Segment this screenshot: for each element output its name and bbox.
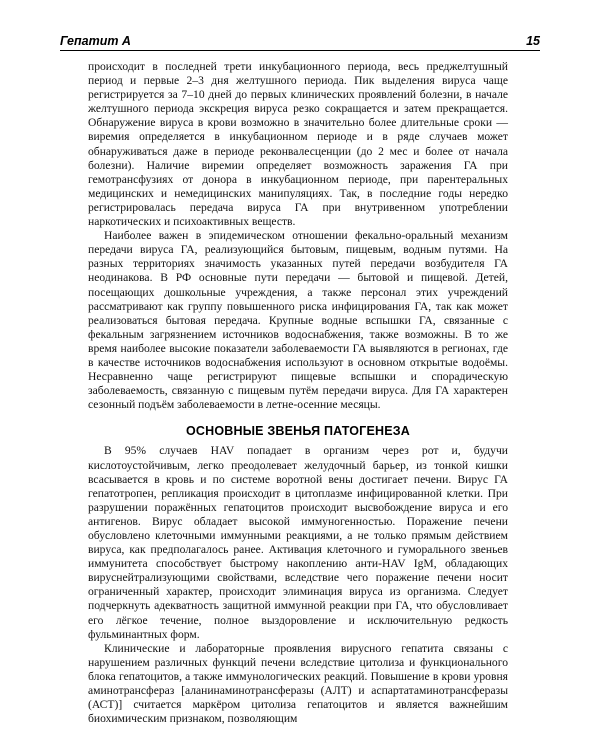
section-heading: ОСНОВНЫЕ ЗВЕНЬЯ ПАТОГЕНЕЗА bbox=[185, 424, 411, 439]
paragraph-viremia: происходит в последней трети инкубационного периода, весь преджелтушный период и первые 2–3 дня желтушного периода. Пик выделения вируса чаще регистрируется за 7–10 дней до первых клинических проявлений болезни, в начале желтушного периода экскреция вируса резко сокращается и затем прекращается. Обнаружение вируса в крови возможно в значительно более длительные сроки — виремия определяется в инкубационном периоде и в ряде случаев может обнаруживаться даже в периоде реконвалесценции (до 2 мес и более от начала болезни). Наличие виремии определяет возможность заражения ГА при гемотрансфузиях от донора в инкубационном периоде, при парентеральных медицинских и немедицинских манипуляциях. Так, в последние годы нередко регистрировалась передача вируса ГА при внутривенном употреблении наркотических и психоактивных веществ. bbox=[88, 60, 508, 229]
chapter-title: Гепатит А bbox=[60, 34, 131, 48]
paragraph-clinical: Клинические и лабораторные проявления вирусного гепатита связаны с нарушением различных функций печени вследствие цитолиза и функционального блока гепатоцитов, а также иммунологических реакций. Повышение в крови уровня аминотрансфераз [аланинаминотрансферазы (АЛТ) и аспартатаминотрансферазы (АСТ)] считается маркёром цитолиза гепатоцитов и является важнейшим биохимическим признаком, позволяющим bbox=[88, 641, 508, 726]
paragraph-transmission: Наиболее важен в эпидемическом отношении фекально-оральный механизм передачи вируса ГА, реализующийся бытовым, пищевым, водным путями. На разных территориях значимость указанных путей передачи возбудителя ГА неодинакова. В РФ основные пути передачи — бытовой и пищевой. Детей, посещающих дошкольные учреждения, а также персонал этих учреждений рассматривают как группу повышенного риска инфицирования ГА, так как может реализоваться бытовая передача. Крупные водные вспышки ГА, связанные с фекальным загрязнением источников водоснабжения, также возможны. В то же время наиболее высокие показатели заболеваемости ГА выявляются в регионах, где в качестве источников водоснабжения используют в основном открытые водоёмы. Несравненно чаще регистрируют пищевые вспышки и спорадическую заболеваемость, связанную с пищевым путём передачи вируса. Для ГА характерен сезонный подъём заболеваемости в летне-осенние месяцы. bbox=[88, 229, 508, 412]
paragraph-pathogenesis: В 95% случаев HAV попадает в организм через рот и, будучи кислотоустойчивым, легко преодолевает желудочный барьер, из тонкой кишки всасывается в кровь и по системе воротной вены достигает печени. Вирус ГА гепатотропен, репликация происходит в цитоплазме инфицированной клетки. При разрушении поражённых гепатоцитов происходит высвобождение вируса и его антигенов. Вирус обладает высокой иммуногенностью. Поражение печени обусловлено клеточными иммунными реакциями, а не только прямым действием вируса, как предполагалось ранее. Активация клеточного и гуморального звеньев иммунитета способствует быстрому накоплению анти-HAV IgM, обладающих вируснейтрализующими свойствами, вследствие чего поражение печени носит ограниченный характер, происходит элиминация вируса из организма. Следует подчеркнуть адекватность защитной иммунной реакции при ГА, что обусловливает его лёгкое течение, полное выздоровление и исключительную редкость фульминантных форм. bbox=[88, 444, 508, 641]
page-number: 15 bbox=[526, 34, 540, 48]
page-body bbox=[88, 60, 508, 726]
running-header bbox=[60, 30, 540, 51]
